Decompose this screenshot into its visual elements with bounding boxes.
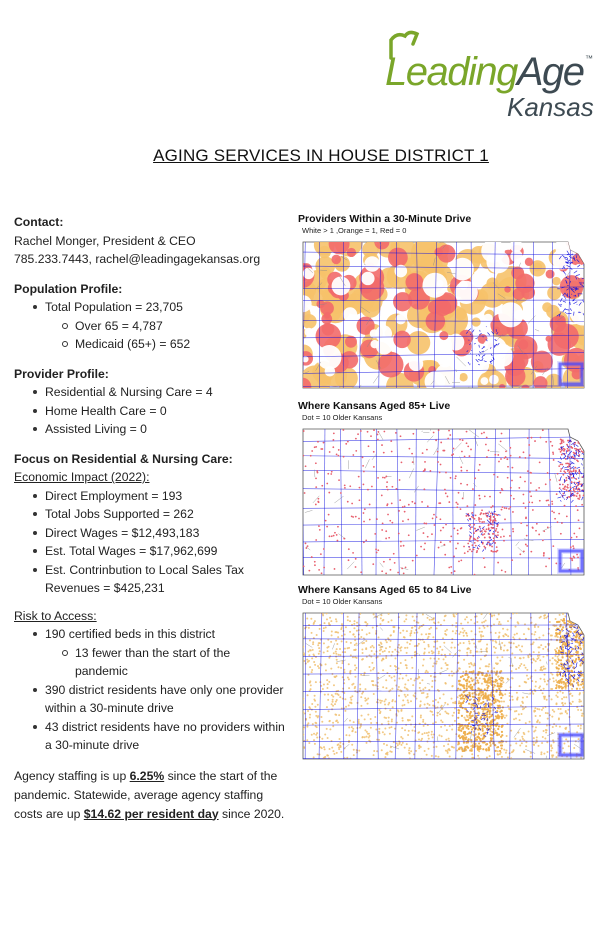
- list-item: Est. Contrinbution to Local Sales Tax Revenues = $425,231: [14, 561, 286, 598]
- map-title: Providers Within a 30-Minute Drive: [298, 213, 472, 225]
- provider-heading: Provider Profile:: [14, 366, 109, 381]
- population-heading: Population Profile:: [14, 281, 123, 296]
- list-item: Over 65 = 4,787: [14, 317, 286, 336]
- agency-staffing-paragraph: Agency staffing is up 6.25% since the start of the pandemic. Statewide, average agency staffing costs are up $14.62 per resident day since 2020.: [14, 768, 285, 821]
- list-item: 390 district residents have only one provider within a 30-minute drive: [14, 681, 286, 718]
- aged-65-84-map-section: [298, 584, 598, 761]
- map-legend: Dot = 10 Older Kansans: [302, 597, 383, 606]
- kansas-aged-85-dot-map: [298, 427, 588, 577]
- list-item: Direct Employment = 193: [14, 487, 286, 506]
- map-title: Where Kansans Aged 85+ Live: [298, 400, 451, 412]
- economic-impact-heading: Economic Impact (2022):: [14, 470, 150, 484]
- list-item: Home Health Care = 0: [14, 402, 286, 421]
- list-item: Total Population = 23,705: [14, 298, 286, 317]
- map-legend: Dot = 10 Older Kansans: [302, 413, 383, 422]
- aged-85-map-section: [298, 400, 598, 577]
- population-list: [14, 298, 286, 354]
- staffing-cost-value: $14.62 per resident day: [83, 806, 219, 821]
- contact-heading: Contact:: [14, 215, 64, 229]
- map-legend: White > 1 ,Orange = 1, Red = 0: [302, 226, 407, 235]
- providers-map-section: [298, 213, 598, 390]
- trademark-symbol: ™: [585, 54, 593, 63]
- list-item: Medicaid (65+) = 652: [14, 335, 286, 354]
- leadingage-kansas-logo: [385, 30, 595, 125]
- list-item: Direct Wages = $12,493,183: [14, 524, 286, 543]
- logo-state: Kansas: [507, 92, 594, 122]
- economic-impact-list: [14, 487, 286, 598]
- map-title: Where Kansans Aged 65 to 84 Live: [298, 584, 472, 596]
- page-title: AGING SERVICES IN HOUSE DISTRICT 1: [153, 146, 489, 165]
- list-item: Total Jobs Supported = 262: [14, 505, 286, 524]
- kansas-aged-65-84-dot-map: [298, 611, 588, 761]
- contact-phone-email: 785.233.7443, rachel@leadingagekansas.org: [14, 252, 261, 266]
- list-item: Est. Total Wages = $17,962,699: [14, 542, 286, 561]
- provider-list: [14, 383, 286, 439]
- logo-wordmark: LeadingAge: [385, 50, 584, 94]
- list-item: 13 fewer than the start of the pandemic: [14, 644, 286, 681]
- focus-heading: Focus on Residential & Nursing Care:: [14, 451, 233, 466]
- contact-name: Rachel Monger, President & CEO: [14, 233, 196, 248]
- risk-heading: Risk to Access:: [14, 608, 97, 623]
- kansas-provider-access-map: [298, 240, 588, 390]
- staffing-increase-value: 6.25%: [129, 768, 165, 783]
- left-column: [14, 213, 286, 824]
- list-item: 190 certified beds in this district: [14, 625, 286, 644]
- risk-list: [14, 625, 286, 755]
- list-item: Residential & Nursing Care = 4: [14, 383, 286, 402]
- list-item: 43 district residents have no providers within a 30-minute drive: [14, 718, 286, 755]
- list-item: Assisted Living = 0: [14, 420, 286, 439]
